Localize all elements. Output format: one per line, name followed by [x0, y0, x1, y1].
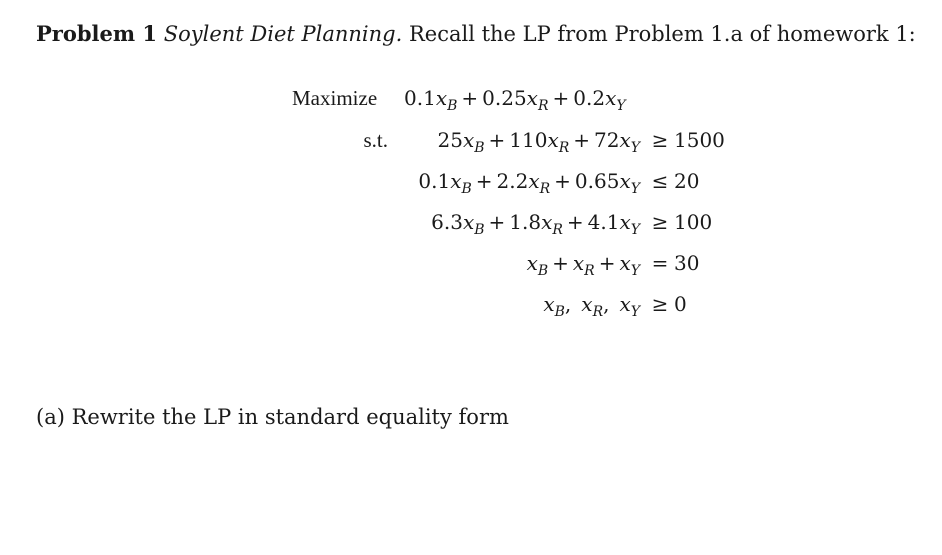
constraint-rhs: 20 [674, 169, 700, 193]
constraint-rhs: 1500 [674, 128, 725, 152]
constraint-relation: ≥ [651, 292, 669, 316]
constraint-relation: ≥ [651, 128, 669, 152]
maximize-label: Maximize [292, 86, 378, 110]
problem-intro: Recall the LP from Problem 1.a of homework 1: [408, 22, 916, 46]
constraint-rhs: 100 [674, 210, 713, 234]
constraint-relation: ≥ [651, 210, 669, 234]
constraint-rhs: 30 [674, 251, 700, 275]
objective-expression: $0.1x_B + 0.25x_R + 0.2x_Y$ [404, 86, 626, 114]
constraint-lhs: $x_B$, $x_R$, $x_Y$ [543, 292, 640, 320]
constraint-relation: ≤ [651, 169, 669, 193]
constraint-lhs: $0.1x_B + 2.2x_R + 0.65x_Y$ [418, 169, 640, 197]
constraint-rhs: 0 [674, 292, 687, 316]
part-a-prompt: (a) Rewrite the LP in standard equality form [36, 405, 509, 429]
constraint-lhs: $x_B + x_R + x_Y$ [526, 251, 640, 279]
constraint-relation: = [651, 251, 669, 275]
problem-title: Soylent Diet Planning. [163, 22, 403, 46]
st-label: s.t. [363, 128, 388, 152]
problem-label: Problem 1 [36, 21, 158, 46]
constraint-lhs: $6.3x_B + 1.8x_R + 4.1x_Y$ [431, 210, 640, 238]
constraint-lhs: $25x_B + 110x_R + 72x_Y$ [437, 128, 640, 156]
problem-heading [36, 20, 916, 48]
